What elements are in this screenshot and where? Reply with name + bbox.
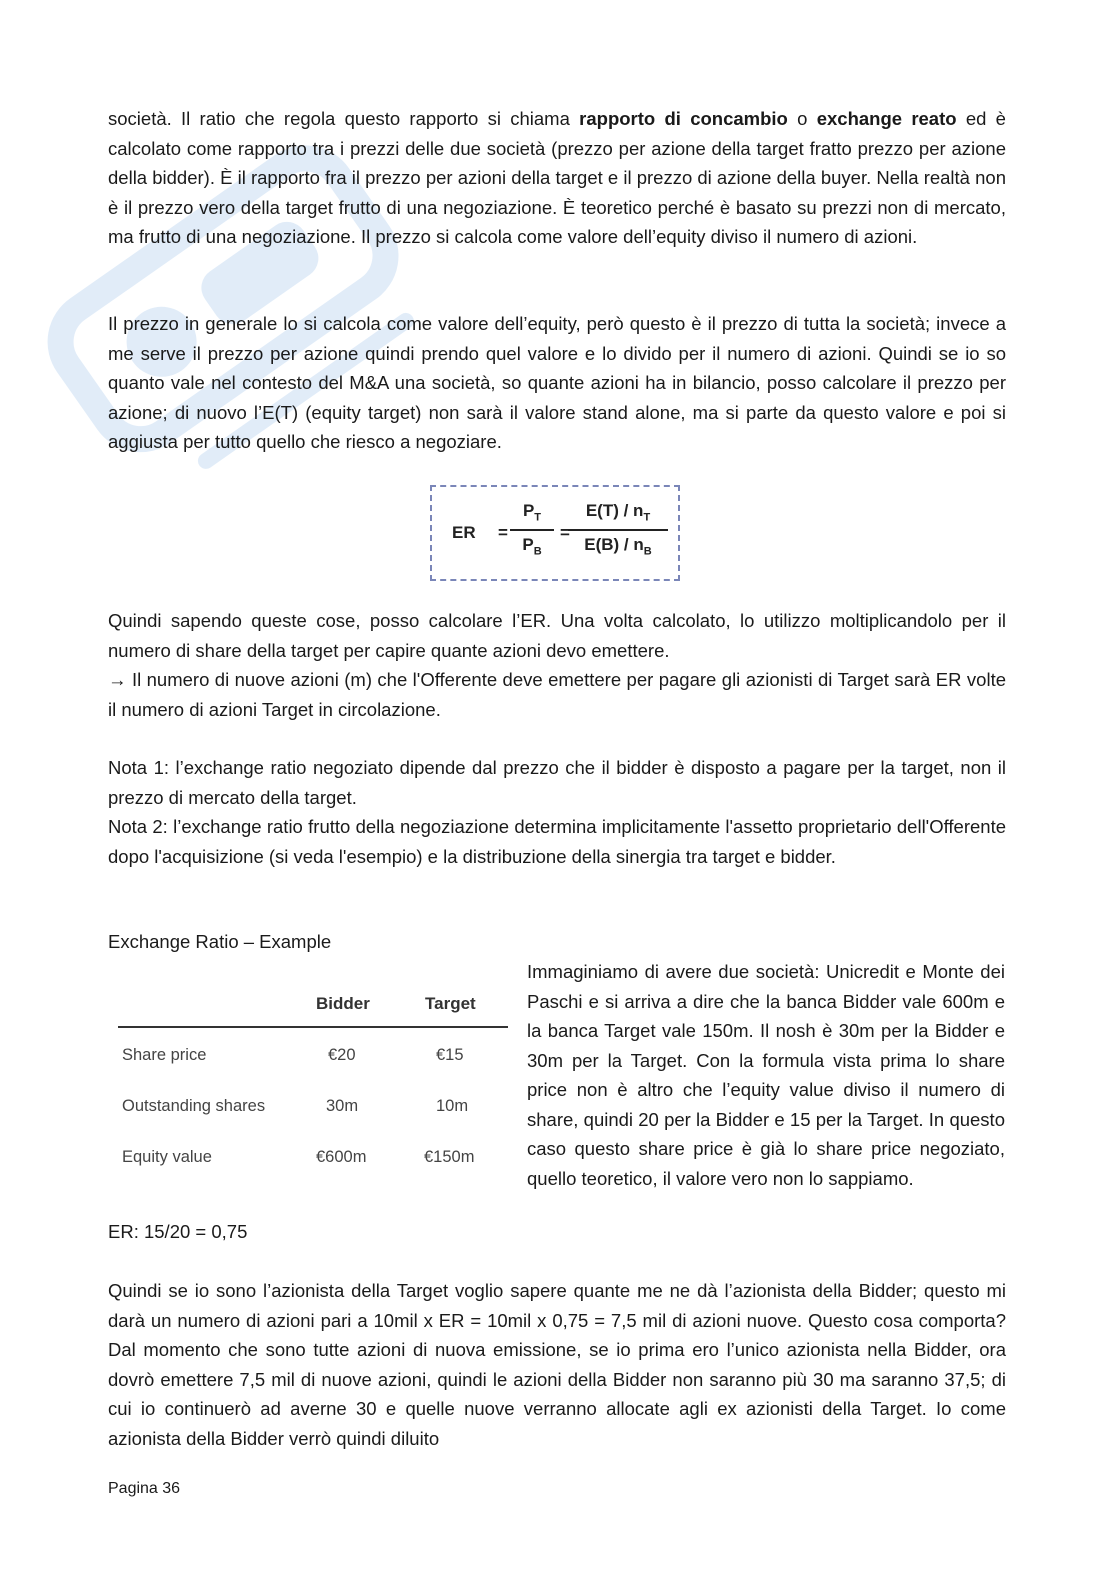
cell-bidder: €20 <box>328 1046 356 1064</box>
formula-lhs: ER <box>452 523 476 542</box>
formula-sub: T <box>534 511 542 524</box>
paragraph-calcolo-er <box>108 606 1006 724</box>
page-number: Pagina 36 <box>108 1480 181 1497</box>
formula-fraction-price <box>510 501 554 558</box>
column-header-target: Target <box>425 994 476 1013</box>
example-er-result: ER: 15/20 = 0,75 <box>108 1221 248 1242</box>
formula-sub: B <box>533 545 542 558</box>
formula-sub: B <box>643 545 652 558</box>
column-header-bidder: Bidder <box>316 994 370 1013</box>
formula-denominator: P <box>522 535 534 555</box>
table-row <box>118 1130 508 1181</box>
note-1: Nota 1: l’exchange ratio negoziato dipende dal prezzo che il bidder è disposto a pagare per la target, non il prezzo di mercato della target. <box>108 757 1006 808</box>
cell-bidder: €600m <box>316 1148 367 1166</box>
er-formula-box <box>430 485 680 581</box>
formula-denominator: E(B) / n <box>584 535 644 555</box>
cell-bidder: 30m <box>326 1097 359 1115</box>
table-header <box>118 990 508 1028</box>
example-explanation: Immaginiamo di avere due società: Unicredit e Monte dei Paschi e si arriva a dire che la banca Bidder vale 600m e la banca Target vale 150m. Il nosh è 30m per la Bidder e 30m per la Target. Con la formula vista prima lo share price non è altro che l’equity value diviso il numero di share, quindi 20 per la Bidder e 15 per la Target. In questo caso questo share price è già lo share price negoziato, quello teoretico, il valore vero non lo sappiamo. <box>527 961 1005 1189</box>
paragraph-text: Il prezzo in generale lo si calcola come valore dell’equity, però questo è il prezzo di tutta la società; invece a me serve il prezzo per azione quindi prendo quel valore e lo divido per il numero di azioni. Quindi se io so quanto vale nel contesto del M&A una società, so quante azioni ha in bilancio, posso calcolare il prezzo per azione; di nuovo l’E(T) (equity target) non sarà il valore stand alone, ma si parte da questo valore e poi si aggiusta per tutto quello che riesco a negoziare. <box>108 313 1006 452</box>
paragraph-diluizione <box>108 1276 1006 1453</box>
text-run: società. Il ratio che regola questo rapporto si chiama <box>108 108 580 129</box>
paragraph-concambio <box>108 104 1006 252</box>
cell-target: €15 <box>436 1046 464 1064</box>
formula-numerator: P <box>522 501 535 520</box>
paragraph-prezzo <box>108 309 1006 457</box>
formula-equals: = <box>560 523 570 542</box>
paragraph-text: Quindi sapendo queste cose, posso calcolare l’ER. Una volta calcolato, lo utilizzo moltiplicandolo per il numero di share della target per capire quante azioni devo emettere. <box>108 610 1006 661</box>
row-label: Equity value <box>122 1148 212 1166</box>
term-rapporto-di-concambio: rapporto di concambio <box>579 108 788 129</box>
note-2: Nota 2: l’exchange ratio frutto della negoziazione determina implicitamente l'assetto proprietario dell'Offerente dopo l'acquisizione (si veda l'esempio) e la distribuzione della sinergia tra target e bidder. <box>108 816 1006 867</box>
term-exchange-reato: exchange reato <box>816 108 957 129</box>
paragraph-arrow-note: → Il numero di nuove azioni (m) che l'Offerente deve emettere per pagare gli azionisti di Target sarà ER volte il numero di azioni Target in circolazione. <box>108 669 1006 720</box>
paragraph-note <box>108 753 1006 871</box>
example-title: Exchange Ratio – Example <box>108 931 332 952</box>
cell-target: 10m <box>436 1097 469 1115</box>
cell-target: €150m <box>424 1148 475 1166</box>
formula-fraction-equity <box>568 501 668 558</box>
table-row <box>118 1079 508 1130</box>
formula-sub: T <box>643 511 651 524</box>
table-row <box>118 1028 508 1079</box>
text-run: o <box>787 108 817 129</box>
row-label: Share price <box>122 1046 207 1064</box>
row-label: Outstanding shares <box>122 1097 266 1115</box>
example-table <box>118 990 508 1181</box>
formula-equals: = <box>498 523 508 542</box>
paragraph-text: Quindi se io sono l’azionista della Target voglio sapere quante me ne dà l’azionista della Bidder; questo mi darà un numero di azioni pari a 10mil x ER = 10mil x 0,75 = 7,5 mil di azioni nuove. Questo cosa comporta? Dal momento che sono tutte azioni di nuova emissione, se io prima ero l’unico azionista nella Bidder, ora dovrò emettere 7,5 mil di nuove azioni, quindi le azioni della Bidder non saranno più 30 ma saranno 37,5; di cui io continuerò ad averne 30 e quelle nuove verranno allocate agli ex azionisti della Target. Io come azionista della Bidder verrò quindi diluito <box>108 1280 1006 1449</box>
text-run: ed è calcolato come rapporto tra i prezzi delle due società (prezzo per azione della target fratto prezzo per azione della bidder). È il rapporto fra il prezzo per azioni della target e il prezzo di azione della buyer. Nella realtà non è il prezzo vero della target frutto di una negoziazione. È teoretico perché è basato su prezzi non di mercato, ma frutto di una negoziazione. Il prezzo si calcola come valore dell’equity diviso il numero di azioni. <box>108 108 1006 247</box>
formula-numerator: E(T) / n <box>585 501 644 520</box>
